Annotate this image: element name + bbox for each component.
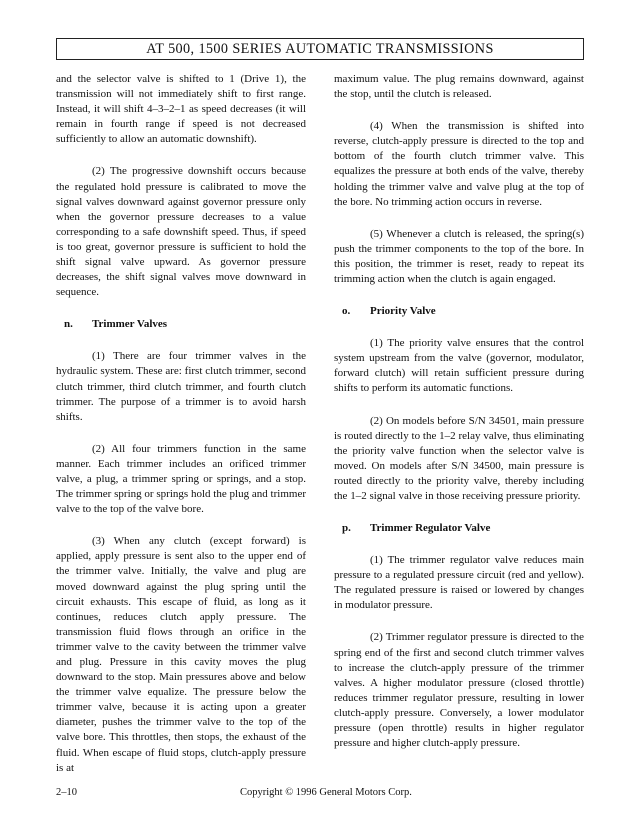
paragraph: (5) Whenever a clutch is released, the spring(s) push the trimmer components to the top of the bore. In this position, the trimmer is reset, ready to repeat its trimming action when the clutch is again engaged. [334,227,584,286]
paragraph: (1) The trimmer regulator valve reduces main pressure to a regulated pressure circuit (red and yellow). The regulated pressure is raised or lowered by changes in modulator pressure. [334,554,584,612]
page-number: 2–10 [56,787,77,798]
paragraph: (2) All four trimmers function in the same manner. Each trimmer includes an orificed trimmer valve, a plug, a trimmer spring or springs, and a stop. The trimmer spring or springs hold the plug and trimmer valve to the top of the valve bore. [56,442,306,516]
paragraph: (1) The priority valve ensures that the control system upstream from the valve (governor, modulator, forward clutch) will retain sufficient pressure during shifts to perform its automatic functions. [334,337,584,395]
section-heading-trimmer-valves [56,317,306,332]
section-title: Priority Valve [370,305,436,318]
section-letter: p. [342,522,351,535]
paragraph: maximum value. The plug remains downward, against the stop, until the clutch is released. [334,73,584,101]
paragraph: (2) On models before S/N 34501, main pressure is routed directly to the 1–2 relay valve, thus eliminating the priority valve function when the selector valve is moved. On models after S/N 34500, main pressure is routed directly to the priority valve, thereby including the 1–2 signal valve in those receiving pressure priority. [334,414,584,502]
left-column [56,72,306,776]
paragraph: (4) When the transmission is shifted into reverse, clutch-apply pressure is directed to the top and bottom of the fourth clutch trimmer valve. This equalizes the pressure at both ends of the valve, thereby holding the trimmer valve and valve plug at the top of the bore. No trimming action occurs in reverse. [334,120,584,208]
section-letter: n. [64,318,73,331]
copyright-notice: Copyright © 1996 General Motors Corp. [240,787,412,798]
paragraph: (1) There are four trimmer valves in the hydraulic system. These are: first clutch trimmer, second clutch trimmer, third clutch trimmer, and fourth clutch trimmer. The purpose of a trimmer is to avoid harsh shifts. [56,350,306,423]
section-title: Trimmer Regulator Valve [370,522,491,535]
section-heading-priority-valve [334,304,584,319]
paragraph: (2) Trimmer regulator pressure is directed to the spring end of the first and second clutch trimmer valves to increase the clutch-apply pressure of the trimmer valves. A higher modulator pressure (closed throttle) reduces trimmer regulator pressure, resulting in lower clutch-apply pressure. Conversely, a lower modulator pressure (open throttle) results in higher regulator pressure and higher clutch-apply pressure. [334,631,584,750]
page-header [56,38,584,60]
paragraph: (2) The progressive downshift occurs because the regulated hold pressure is calibrated to move the signal valves downward against governor pressure only when the governor pressure decreases to a value corresponding to a safe downshift speed. Thus, if speed is too great, governor pressure is sufficient to hold the shift signal valve upward. As governor pressure decreases, the shift signal valves move downward in sequence. [56,165,306,299]
section-letter: o. [342,305,351,318]
section-heading-trimmer-regulator-valve [334,521,584,536]
header-title: AT 500, 1500 SERIES AUTOMATIC TRANSMISSIONS [146,40,494,57]
paragraph: and the selector valve is shifted to 1 (Drive 1), the transmission will not immediately shift to first range. Instead, it will shift 4–3–2–1 as speed decreases (it will remain in fourth range if speed is not decreased sufficiently to allow an automatic downshift). [56,73,306,146]
paragraph: (3) When any clutch (except forward) is applied, apply pressure is sent also to the upper end of the trimmer valve. Initially, the valve and plug are moved downward against the plug spring until the circuit exhausts. This escape of fluid, as long as it continues, reduces clutch apply pressure. The transmission fluid flows through an orifice in the trimmer valve to the cavity between the trimmer valve and plug. Pressure in this cavity moves the plug downward to the stop. Main pressures above and below the trimmer valve equalize. The pressure below the trimmer valve, because it is acting upon a greater diameter, pushes the trimmer valve to the top of the valve bore. This throttles, then stops, the exhaust of the fluid. When escape of fluid stops, clutch-apply pressure is at [56,535,306,774]
section-title: Trimmer Valves [92,318,168,331]
right-column [334,72,584,751]
